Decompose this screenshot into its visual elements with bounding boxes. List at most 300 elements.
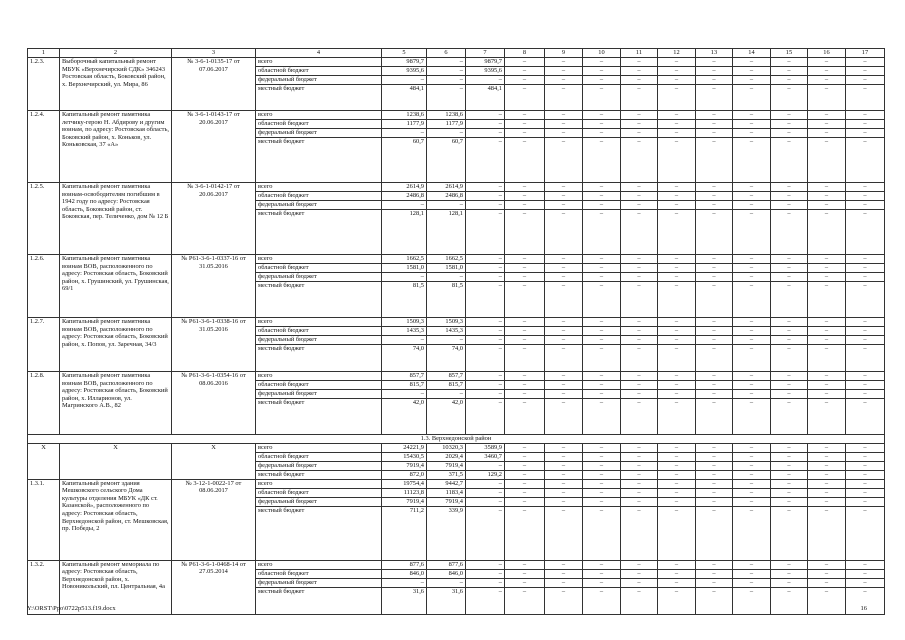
value-col-15: – <box>771 488 808 497</box>
item-number: 1.2.8. <box>28 372 60 435</box>
object-name: Капитальный ремонт памятника воинам ВОВ, расположенного по адресу: Ростовская область, Боковский район, х. Грушинский, ул. Грушинская, 69/1 <box>60 255 172 318</box>
value-col-12: – <box>658 461 696 470</box>
funding-source: федеральный бюджет <box>256 578 382 587</box>
value-col-6: – <box>427 201 466 210</box>
value-col-15: – <box>771 129 808 138</box>
value-col-11: – <box>621 264 658 273</box>
value-col-13: – <box>696 461 733 470</box>
value-col-6: 815,7 <box>427 381 466 390</box>
value-col-7: 484,1 <box>466 85 505 111</box>
value-col-6: – <box>427 390 466 399</box>
value-col-6: 81,5 <box>427 282 466 318</box>
value-col-16: – <box>808 255 846 264</box>
value-col-5: 484,1 <box>382 85 427 111</box>
value-col-13: – <box>696 488 733 497</box>
value-col-10: – <box>583 479 621 488</box>
value-col-6: – <box>427 58 466 67</box>
value-col-17: – <box>846 201 885 210</box>
value-col-14: – <box>733 264 771 273</box>
value-col-17: – <box>846 129 885 138</box>
value-col-8: – <box>505 497 545 506</box>
value-col-13: – <box>696 67 733 76</box>
value-col-6: 7919,4 <box>427 461 466 470</box>
value-col-8: – <box>505 560 545 569</box>
value-col-11: – <box>621 497 658 506</box>
value-col-8: – <box>505 470 545 479</box>
value-col-8: – <box>505 111 545 120</box>
value-col-15: – <box>771 452 808 461</box>
value-col-9: – <box>545 578 583 587</box>
value-col-7: – <box>466 282 505 318</box>
value-col-6: 1581,0 <box>427 264 466 273</box>
funding-source: областной бюджет <box>256 488 382 497</box>
value-col-8: – <box>505 381 545 390</box>
value-col-6: 31,6 <box>427 587 466 614</box>
value-col-9: – <box>545 129 583 138</box>
value-col-5: – <box>382 76 427 85</box>
value-col-15: – <box>771 336 808 345</box>
value-col-10: – <box>583 129 621 138</box>
table-row <box>28 560 885 569</box>
item-number: 1.3.1. <box>28 479 60 560</box>
table-row <box>28 479 885 488</box>
value-col-16: – <box>808 497 846 506</box>
value-col-10: – <box>583 192 621 201</box>
value-col-15: – <box>771 399 808 435</box>
value-col-13: – <box>696 506 733 560</box>
value-col-14: – <box>733 372 771 381</box>
value-col-5: 42,0 <box>382 399 427 435</box>
value-col-16: – <box>808 282 846 318</box>
value-col-12: – <box>658 470 696 479</box>
value-col-17: – <box>846 497 885 506</box>
value-col-12: – <box>658 120 696 129</box>
value-col-12: – <box>658 345 696 372</box>
value-col-10: – <box>583 76 621 85</box>
value-col-11: – <box>621 506 658 560</box>
section-heading: 1.3. Верхнедонской район <box>28 435 885 444</box>
column-number-7: 7 <box>466 49 505 58</box>
value-col-13: – <box>696 372 733 381</box>
value-col-6: 2486,8 <box>427 192 466 201</box>
value-col-13: – <box>696 479 733 488</box>
value-col-5: – <box>382 390 427 399</box>
object-name: Капитальный ремонт памятника воинам ВОВ, расположенного по адресу: Ростовская область, Боковский район, х. Попов, ул. Заречная, 34/3 <box>60 318 172 372</box>
value-col-17: – <box>846 282 885 318</box>
value-col-15: – <box>771 120 808 129</box>
value-col-13: – <box>696 192 733 201</box>
value-col-7: – <box>466 399 505 435</box>
value-col-5: 74,0 <box>382 345 427 372</box>
value-col-8: – <box>505 129 545 138</box>
value-col-13: – <box>696 120 733 129</box>
value-col-8: – <box>505 67 545 76</box>
value-col-13: – <box>696 129 733 138</box>
value-col-16: – <box>808 452 846 461</box>
value-col-15: – <box>771 138 808 183</box>
value-col-7: – <box>466 138 505 183</box>
value-col-13: – <box>696 318 733 327</box>
value-col-11: – <box>621 85 658 111</box>
value-col-15: – <box>771 345 808 372</box>
value-col-15: – <box>771 67 808 76</box>
value-col-10: – <box>583 497 621 506</box>
value-col-8: – <box>505 336 545 345</box>
value-col-5: 1662,5 <box>382 255 427 264</box>
value-col-12: – <box>658 336 696 345</box>
value-col-16: – <box>808 470 846 479</box>
value-col-9: – <box>545 587 583 614</box>
value-col-8: – <box>505 138 545 183</box>
value-col-9: – <box>545 192 583 201</box>
value-col-12: – <box>658 560 696 569</box>
value-col-5: 7919,4 <box>382 497 427 506</box>
value-col-16: – <box>808 479 846 488</box>
value-col-13: – <box>696 210 733 255</box>
value-col-14: – <box>733 399 771 435</box>
value-col-11: – <box>621 390 658 399</box>
value-col-6: 339,9 <box>427 506 466 560</box>
value-col-10: – <box>583 183 621 192</box>
value-col-11: – <box>621 560 658 569</box>
value-col-15: – <box>771 390 808 399</box>
value-col-5: 877,6 <box>382 560 427 569</box>
funding-source: местный бюджет <box>256 138 382 183</box>
value-col-13: – <box>696 138 733 183</box>
value-col-5: 24221,9 <box>382 443 427 452</box>
value-col-13: – <box>696 111 733 120</box>
value-col-9: – <box>545 264 583 273</box>
value-col-17: – <box>846 479 885 488</box>
value-col-13: – <box>696 578 733 587</box>
value-col-12: – <box>658 201 696 210</box>
value-col-6: 42,0 <box>427 399 466 435</box>
value-col-13: – <box>696 569 733 578</box>
value-col-7: – <box>466 255 505 264</box>
funding-source: областной бюджет <box>256 569 382 578</box>
value-col-7: – <box>466 390 505 399</box>
value-col-8: – <box>505 183 545 192</box>
value-col-7: – <box>466 273 505 282</box>
value-col-11: – <box>621 381 658 390</box>
value-col-16: – <box>808 111 846 120</box>
value-col-12: – <box>658 399 696 435</box>
value-col-14: – <box>733 192 771 201</box>
value-col-14: – <box>733 497 771 506</box>
value-col-17: – <box>846 372 885 381</box>
value-col-14: – <box>733 201 771 210</box>
value-col-11: – <box>621 470 658 479</box>
value-col-8: – <box>505 399 545 435</box>
funding-source: всего <box>256 560 382 569</box>
value-col-14: – <box>733 210 771 255</box>
value-col-17: – <box>846 111 885 120</box>
funding-source: всего <box>256 58 382 67</box>
value-col-5: – <box>382 336 427 345</box>
value-col-15: – <box>771 560 808 569</box>
funding-source: всего <box>256 443 382 452</box>
value-col-10: – <box>583 390 621 399</box>
value-col-6: 1238,6 <box>427 111 466 120</box>
value-col-7: – <box>466 560 505 569</box>
value-col-8: – <box>505 201 545 210</box>
value-col-10: – <box>583 273 621 282</box>
value-col-5: 1581,0 <box>382 264 427 273</box>
value-col-6: 9442,7 <box>427 479 466 488</box>
value-col-17: – <box>846 443 885 452</box>
column-number-4: 4 <box>256 49 382 58</box>
value-col-11: – <box>621 67 658 76</box>
value-col-14: – <box>733 443 771 452</box>
value-col-14: – <box>733 560 771 569</box>
value-col-5: 19754,4 <box>382 479 427 488</box>
value-col-6: 371,5 <box>427 470 466 479</box>
funding-source: местный бюджет <box>256 470 382 479</box>
object-name: Капитальный ремонт памятника воинам-освободителям погибшим в 1942 году по адресу: Ростовская область, Боковский район, ст. Боковская, пер. Теличенко, дом № 12 Б <box>60 183 172 255</box>
value-col-10: – <box>583 336 621 345</box>
value-col-10: – <box>583 255 621 264</box>
value-col-10: – <box>583 345 621 372</box>
value-col-13: – <box>696 273 733 282</box>
value-col-15: – <box>771 461 808 470</box>
value-col-15: – <box>771 479 808 488</box>
funding-source: местный бюджет <box>256 85 382 111</box>
column-number-2: 2 <box>60 49 172 58</box>
value-col-9: – <box>545 58 583 67</box>
value-col-12: – <box>658 67 696 76</box>
value-col-10: – <box>583 560 621 569</box>
expertise-document: № Р61-3-6-1-0337-16 от 31.05.2016 <box>172 255 256 318</box>
value-col-16: – <box>808 587 846 614</box>
value-col-8: – <box>505 461 545 470</box>
value-col-17: – <box>846 470 885 479</box>
value-col-15: – <box>771 255 808 264</box>
value-col-14: – <box>733 183 771 192</box>
value-col-13: – <box>696 345 733 372</box>
item-number: 1.2.4. <box>28 111 60 183</box>
value-col-17: – <box>846 183 885 192</box>
value-col-6: 2614,9 <box>427 183 466 192</box>
value-col-9: – <box>545 479 583 488</box>
value-col-15: – <box>771 273 808 282</box>
value-col-16: – <box>808 327 846 336</box>
value-col-9: – <box>545 111 583 120</box>
value-col-11: – <box>621 58 658 67</box>
value-col-9: – <box>545 138 583 183</box>
value-col-10: – <box>583 399 621 435</box>
value-col-15: – <box>771 58 808 67</box>
value-col-6: – <box>427 76 466 85</box>
value-col-17: – <box>846 85 885 111</box>
value-col-13: – <box>696 381 733 390</box>
value-col-7: 9879,7 <box>466 58 505 67</box>
value-col-10: – <box>583 111 621 120</box>
value-col-11: – <box>621 461 658 470</box>
document-page <box>27 48 869 615</box>
value-col-8: – <box>505 85 545 111</box>
value-col-14: – <box>733 381 771 390</box>
value-col-10: – <box>583 452 621 461</box>
column-number-16: 16 <box>808 49 846 58</box>
value-col-17: – <box>846 327 885 336</box>
value-col-8: – <box>505 372 545 381</box>
value-col-11: – <box>621 318 658 327</box>
value-col-8: – <box>505 506 545 560</box>
value-col-10: – <box>583 372 621 381</box>
value-col-5: 9395,6 <box>382 67 427 76</box>
value-col-5: 857,7 <box>382 372 427 381</box>
value-col-16: – <box>808 569 846 578</box>
object-name: Капитальный ремонт здания Мешковского сельского Дома культуры отделения МБУК «ДК ст. Казанской», расположенного по адресу: Ростовская область, Верхнедонской район, ст. Мешковская, пр. Победы, 2 <box>60 479 172 560</box>
value-col-13: – <box>696 201 733 210</box>
value-col-8: – <box>505 210 545 255</box>
value-col-11: – <box>621 273 658 282</box>
value-col-12: – <box>658 488 696 497</box>
value-col-16: – <box>808 390 846 399</box>
value-col-12: – <box>658 497 696 506</box>
value-col-17: – <box>846 192 885 201</box>
value-col-6: 10320,3 <box>427 443 466 452</box>
table-row <box>28 255 885 264</box>
value-col-13: – <box>696 470 733 479</box>
value-col-5: 846,0 <box>382 569 427 578</box>
funding-source: федеральный бюджет <box>256 76 382 85</box>
value-col-10: – <box>583 381 621 390</box>
value-col-15: – <box>771 587 808 614</box>
value-col-7: – <box>466 488 505 497</box>
value-col-13: – <box>696 560 733 569</box>
value-col-14: – <box>733 452 771 461</box>
funding-source: всего <box>256 318 382 327</box>
value-col-11: – <box>621 345 658 372</box>
value-col-13: – <box>696 255 733 264</box>
value-col-7: 9395,6 <box>466 67 505 76</box>
value-col-16: – <box>808 443 846 452</box>
value-col-5: 60,7 <box>382 138 427 183</box>
funding-source: местный бюджет <box>256 210 382 255</box>
value-col-16: – <box>808 336 846 345</box>
value-col-6: – <box>427 129 466 138</box>
value-col-7: – <box>466 345 505 372</box>
value-col-11: – <box>621 201 658 210</box>
item-number: Х <box>28 443 60 479</box>
value-col-13: – <box>696 336 733 345</box>
funding-source: местный бюджет <box>256 345 382 372</box>
column-number-8: 8 <box>505 49 545 58</box>
value-col-9: – <box>545 282 583 318</box>
value-col-7: – <box>466 111 505 120</box>
value-col-16: – <box>808 120 846 129</box>
value-col-11: – <box>621 336 658 345</box>
value-col-9: – <box>545 318 583 327</box>
value-col-16: – <box>808 138 846 183</box>
value-col-8: – <box>505 443 545 452</box>
value-col-16: – <box>808 399 846 435</box>
footer-page-number: 16 <box>860 605 867 612</box>
value-col-14: – <box>733 390 771 399</box>
value-col-9: – <box>545 390 583 399</box>
value-col-13: – <box>696 399 733 435</box>
value-col-11: – <box>621 327 658 336</box>
value-col-8: – <box>505 255 545 264</box>
value-col-17: – <box>846 318 885 327</box>
value-col-7: 129,2 <box>466 470 505 479</box>
value-col-12: – <box>658 381 696 390</box>
value-col-11: – <box>621 569 658 578</box>
table-row <box>28 443 885 452</box>
value-col-9: – <box>545 210 583 255</box>
value-col-5: 1435,3 <box>382 327 427 336</box>
value-col-8: – <box>505 120 545 129</box>
value-col-10: – <box>583 58 621 67</box>
value-col-14: – <box>733 58 771 67</box>
value-col-14: – <box>733 273 771 282</box>
value-col-7: – <box>466 210 505 255</box>
value-col-9: – <box>545 399 583 435</box>
value-col-5: 31,6 <box>382 587 427 614</box>
table-row <box>28 183 885 192</box>
value-col-10: – <box>583 578 621 587</box>
value-col-13: – <box>696 85 733 111</box>
value-col-7: – <box>466 336 505 345</box>
value-col-11: – <box>621 479 658 488</box>
column-number-1: 1 <box>28 49 60 58</box>
item-number: 1.2.6. <box>28 255 60 318</box>
value-col-17: – <box>846 461 885 470</box>
value-col-5: 11123,8 <box>382 488 427 497</box>
funding-source: областной бюджет <box>256 192 382 201</box>
value-col-15: – <box>771 443 808 452</box>
value-col-9: – <box>545 461 583 470</box>
value-col-14: – <box>733 111 771 120</box>
value-col-15: – <box>771 578 808 587</box>
value-col-17: – <box>846 506 885 560</box>
value-col-17: – <box>846 560 885 569</box>
value-col-8: – <box>505 479 545 488</box>
column-number-13: 13 <box>696 49 733 58</box>
funding-source: областной бюджет <box>256 327 382 336</box>
value-col-15: – <box>771 506 808 560</box>
value-col-12: – <box>658 111 696 120</box>
value-col-5: – <box>382 578 427 587</box>
value-col-5: 128,1 <box>382 210 427 255</box>
value-col-17: – <box>846 345 885 372</box>
value-col-17: – <box>846 578 885 587</box>
funding-source: местный бюджет <box>256 587 382 614</box>
funding-source: всего <box>256 479 382 488</box>
value-col-7: – <box>466 327 505 336</box>
value-col-16: – <box>808 201 846 210</box>
value-col-15: – <box>771 569 808 578</box>
value-col-7: – <box>466 461 505 470</box>
value-col-14: – <box>733 569 771 578</box>
value-col-6: 1183,4 <box>427 488 466 497</box>
expertise-document: Х <box>172 443 256 479</box>
value-col-12: – <box>658 273 696 282</box>
value-col-9: – <box>545 569 583 578</box>
value-col-16: – <box>808 129 846 138</box>
value-col-5: 2614,9 <box>382 183 427 192</box>
value-col-15: – <box>771 201 808 210</box>
funding-source: областной бюджет <box>256 381 382 390</box>
value-col-11: – <box>621 120 658 129</box>
value-col-6: – <box>427 578 466 587</box>
value-col-7: – <box>466 506 505 560</box>
value-col-9: – <box>545 372 583 381</box>
column-number-14: 14 <box>733 49 771 58</box>
value-col-10: – <box>583 488 621 497</box>
value-col-15: – <box>771 381 808 390</box>
